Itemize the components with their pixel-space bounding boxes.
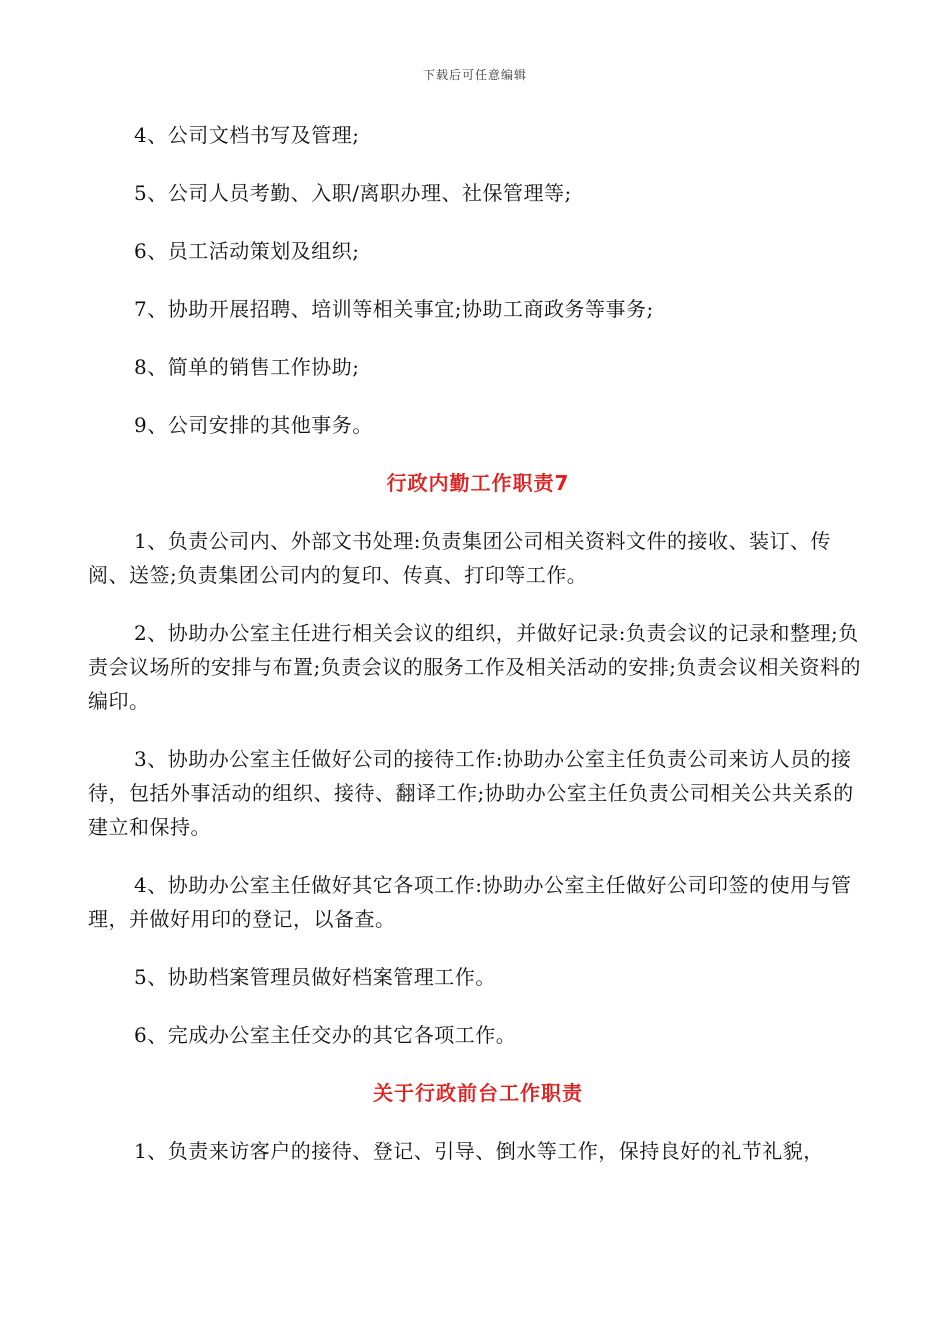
list-item: 6、员工活动策划及组织;	[134, 239, 360, 263]
list-item: 5、公司人员考勤、入职/离职办理、社保管理等;	[134, 181, 572, 205]
list-item: 2、协助办公室主任进行相关会议的组织，并做好记录:负责会议的记录和整理;负责会议场所的安排与布置;负责会议的服务工作及相关活动的安排;负责会议相关资料的编印。	[88, 621, 861, 713]
list-item: 7、协助开展招聘、培训等相关事宜;协助工商政务等事务;	[134, 297, 654, 321]
list-item: 5、协助档案管理员做好档案管理工作。	[134, 965, 496, 989]
list-item: 1、负责公司内、外部文书处理:负责集团公司相关资料文件的接收、装订、传阅、送签;负责集团公司内的复印、传真、打印等工作。	[88, 529, 831, 587]
list-item: 1、负责来访客户的接待、登记、引导、倒水等工作，保持良好的礼节礼貌，	[134, 1139, 824, 1163]
section-heading: 行政内勤工作职责7	[386, 471, 570, 495]
list-item: 9、公司安排的其他事务。	[134, 413, 373, 437]
list-item: 6、完成办公室主任交办的其它各项工作。	[134, 1023, 517, 1047]
list-item: 4、公司文档书写及管理;	[134, 123, 360, 147]
list-item: 3、协助办公室主任做好公司的接待工作:协助办公室主任负责公司来访人员的接待，包括外事活动的组织、接待、翻译工作;协助办公室主任负责公司相关公共关系的建立和保持。	[88, 747, 854, 839]
section-heading: 关于行政前台工作职责	[373, 1081, 583, 1105]
header-note: 下载后可任意编辑	[422, 68, 527, 82]
document-body	[88, 118, 868, 1192]
list-item: 8、简单的销售工作协助;	[134, 355, 360, 379]
list-item: 4、协助办公室主任做好其它各项工作:协助办公室主任做好公司印签的使用与管理，并做好用印的登记，以备查。	[88, 873, 852, 931]
